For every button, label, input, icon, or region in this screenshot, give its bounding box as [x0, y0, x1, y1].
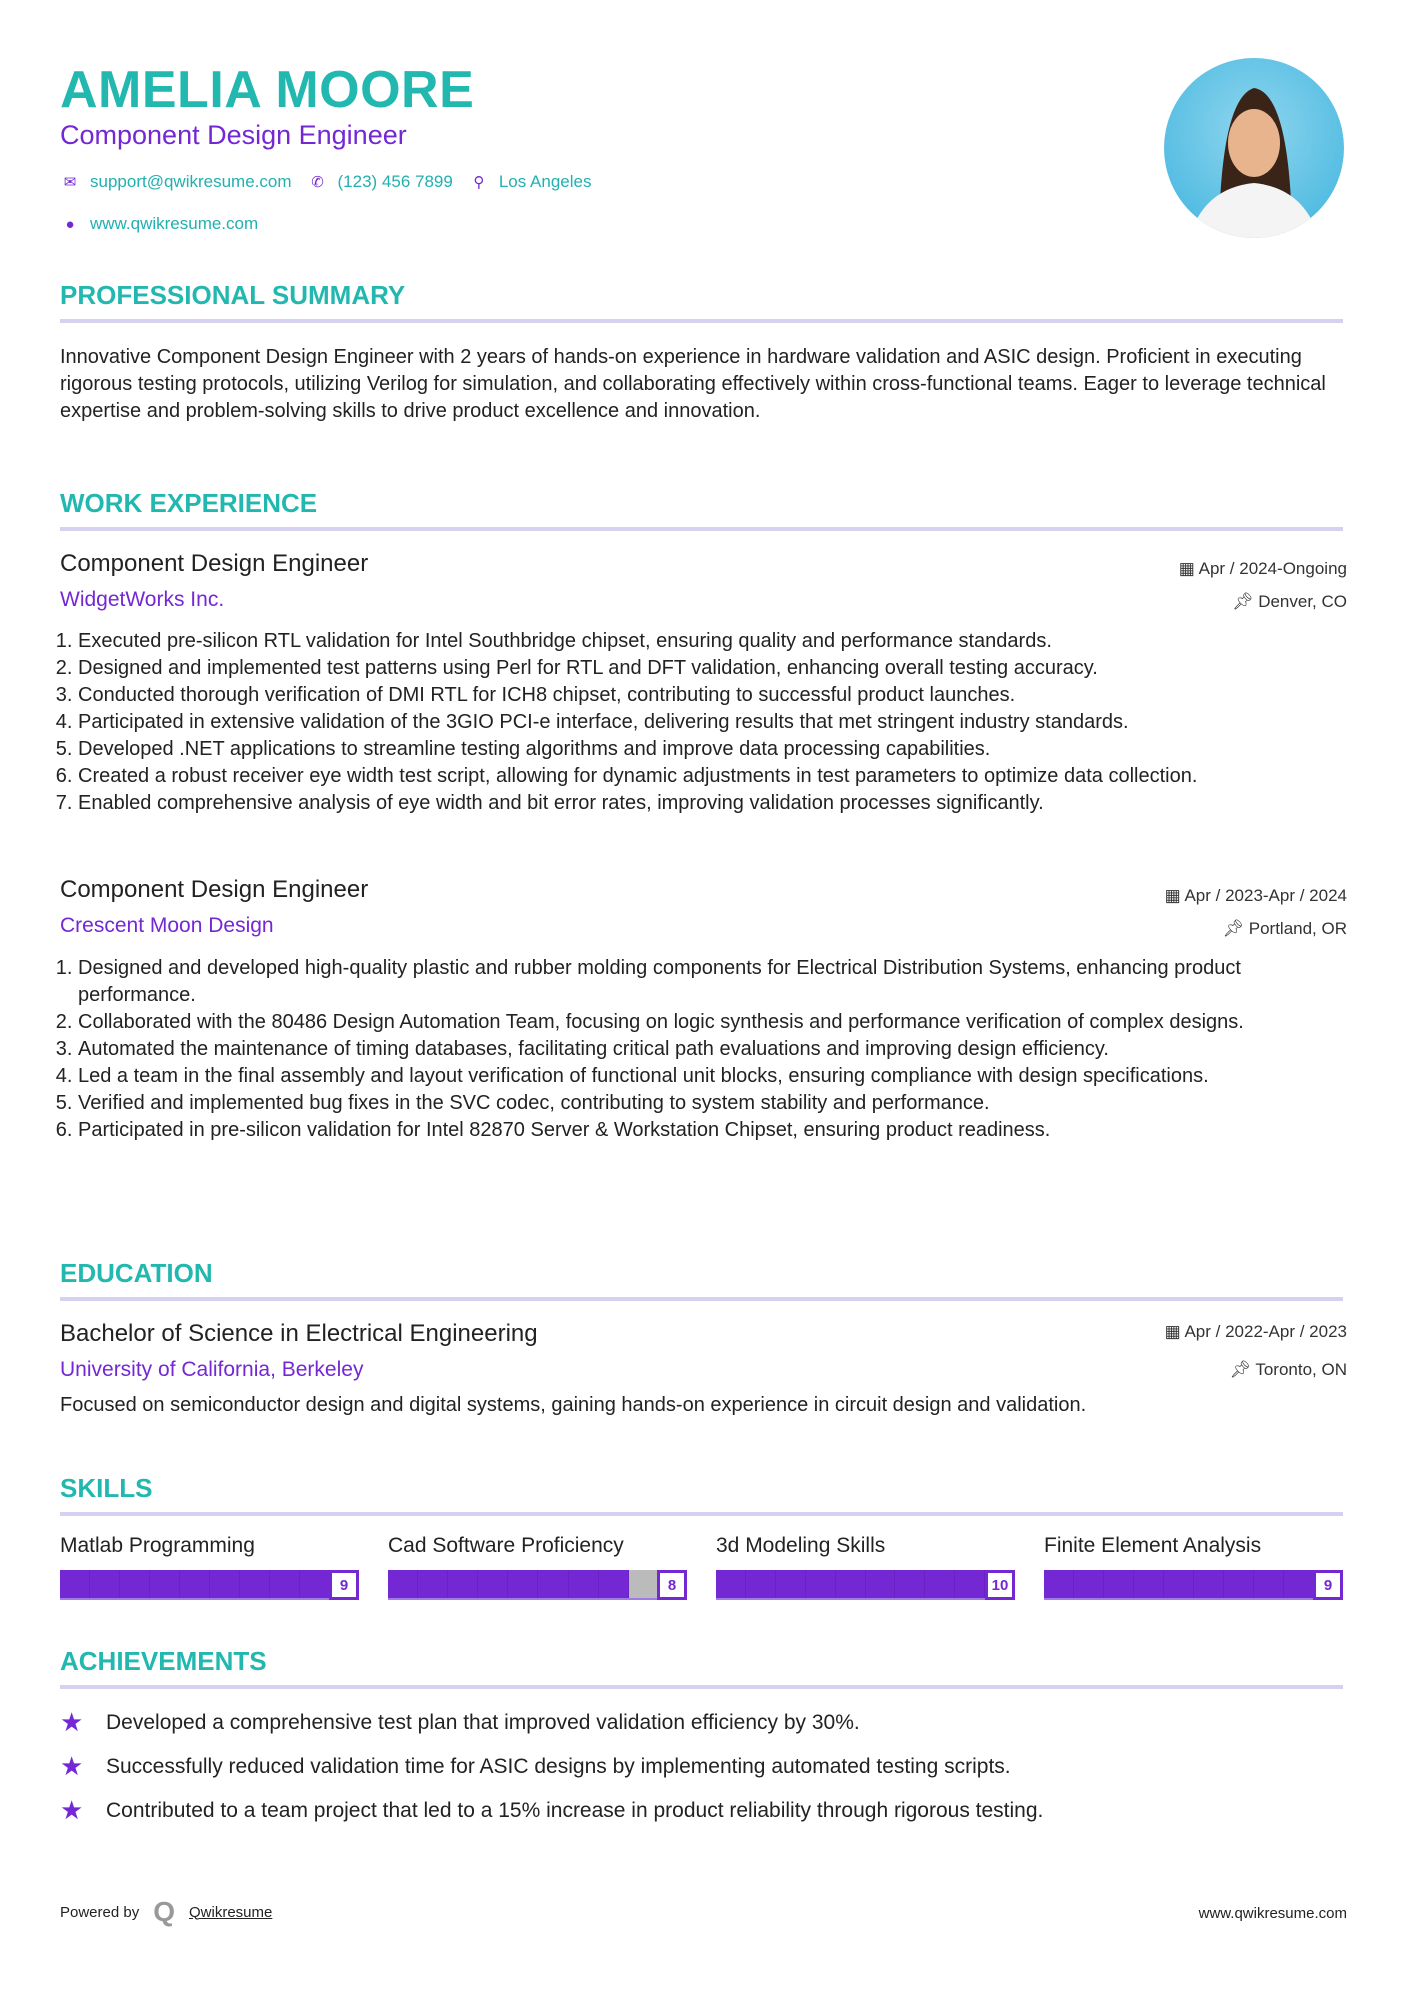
- skill-segment: [150, 1570, 180, 1598]
- pin-icon: 📌︎: [1222, 919, 1249, 938]
- skill-segment: [1104, 1570, 1134, 1598]
- skill-segment: [418, 1570, 448, 1598]
- website-link[interactable]: www.qwikresume.com: [90, 214, 259, 233]
- job-location: [1232, 592, 1347, 612]
- skill-segment: [1254, 1570, 1284, 1598]
- list-item: 1. Executed pre-silicon RTL validation for Intel Southbridge chipset, ensuring quality and performance standards.: [78, 628, 1350, 655]
- skill-segment: [1284, 1570, 1314, 1598]
- education-dates: [1165, 1322, 1347, 1342]
- skill-segment: [90, 1570, 120, 1598]
- section-heading-experience: WORK EXPERIENCE: [60, 488, 1343, 531]
- degree-title: Bachelor of Science in Electrical Engineering: [60, 1320, 538, 1347]
- footer-powered: [60, 1896, 272, 1928]
- skill-item: [388, 1534, 687, 1600]
- location-text: Toronto, ON: [1255, 1360, 1347, 1379]
- location-text: Denver, CO: [1258, 592, 1347, 611]
- skill-segment: [955, 1570, 985, 1598]
- calendar-icon: ▦: [1164, 886, 1185, 905]
- summary-text: Innovative Component Design Engineer with 2 years of hands-on experience in hardware validation and ASIC design. Proficient in executing rigorous testing protocols, utilizing Verilog for simulation, and collaborating effectively within cross-functional teams. Eager to leverage technical expertise and problem-solving skills to drive product excellence and innovation.: [60, 346, 1326, 422]
- skill-name: 3d Modeling Skills: [716, 1534, 886, 1557]
- education-location: [1229, 1360, 1347, 1380]
- skill-level-bar: [716, 1570, 1015, 1600]
- skill-segment: [895, 1570, 925, 1598]
- achievement-item: [60, 1795, 1043, 1826]
- phone-text: (123) 456 7899: [337, 172, 453, 191]
- skill-segment: [180, 1570, 210, 1598]
- skill-segment: [866, 1570, 896, 1598]
- skill-segment: [388, 1570, 418, 1598]
- skill-item: [1044, 1534, 1343, 1600]
- skill-segment: [1194, 1570, 1224, 1598]
- skill-segment: [270, 1570, 300, 1598]
- skill-segment: [60, 1570, 90, 1598]
- skill-segment: [120, 1570, 150, 1598]
- pin-icon: 📌︎: [1229, 1360, 1256, 1379]
- section-heading-summary: PROFESSIONAL SUMMARY: [60, 280, 1343, 323]
- section-heading-skills: SKILLS: [60, 1473, 1343, 1516]
- skill-segment: [210, 1570, 240, 1598]
- job-dates: [1179, 559, 1347, 579]
- skill-name: Finite Element Analysis: [1044, 1534, 1262, 1557]
- skill-level-bar: [60, 1570, 359, 1600]
- skill-segment: [240, 1570, 270, 1598]
- location-text: Portland, OR: [1248, 919, 1347, 938]
- skill-level-badge: 8: [657, 1570, 687, 1600]
- skill-name: Cad Software Proficiency: [388, 1534, 624, 1557]
- list-item: 7. Enabled comprehensive analysis of eye width and bit error rates, improving validation processes significantly.: [78, 790, 1350, 817]
- skill-item: [716, 1534, 1015, 1600]
- skill-segment: [925, 1570, 955, 1598]
- candidate-name: AMELIA MOORE: [60, 61, 475, 119]
- skill-name: Matlab Programming: [60, 1534, 255, 1557]
- list-item: 1. Designed and developed high-quality plastic and rubber molding components for Electrical Distribution Systems, enhancing product performance.: [78, 955, 1350, 1009]
- star-icon: ★: [60, 1751, 84, 1781]
- job-bullets: [60, 628, 1350, 817]
- skills-list: [60, 1534, 1343, 1600]
- skill-segment: [806, 1570, 836, 1598]
- globe-icon: ●: [65, 215, 75, 233]
- skill-segment: [599, 1570, 629, 1598]
- list-item: 6. Participated in pre-silicon validation for Intel 82870 Server & Workstation Chipset, ensuring product readiness.: [78, 1117, 1350, 1144]
- pin-icon: 📌︎: [1231, 592, 1259, 611]
- candidate-title: Component Design Engineer: [60, 120, 407, 150]
- list-item: 3. Conducted thorough verification of DMI RTL for ICH8 chipset, contributing to successful product launches.: [78, 682, 1350, 709]
- website-row: [60, 214, 258, 234]
- skill-item: [60, 1534, 359, 1600]
- dates-text: Apr / 2022-Apr / 2023: [1184, 1322, 1347, 1341]
- list-item: 2. Collaborated with the 80486 Design Automation Team, focusing on logic synthesis and performance verification of complex designs.: [78, 1009, 1350, 1036]
- calendar-icon: ▦: [1178, 559, 1199, 578]
- company-name: Crescent Moon Design: [60, 914, 274, 937]
- achievement-text: Contributed to a team project that led to a 15% increase in product reliability through rigorous testing.: [106, 1798, 1044, 1822]
- achievement-item: [60, 1707, 860, 1738]
- skill-segment: [1164, 1570, 1194, 1598]
- powered-by-label: Powered by: [60, 1903, 140, 1921]
- footer-website[interactable]: www.qwikresume.com: [1198, 1905, 1347, 1922]
- skill-segment: [1044, 1570, 1074, 1598]
- skill-level-bar: [1044, 1570, 1343, 1600]
- company-name: WidgetWorks Inc.: [60, 588, 225, 611]
- dates-text: Apr / 2024-Ongoing: [1198, 559, 1347, 578]
- job-title: Component Design Engineer: [60, 876, 369, 903]
- email-link[interactable]: support@qwikresume.com: [90, 172, 292, 191]
- job-location: [1222, 919, 1347, 939]
- brand-link[interactable]: Qwikresume: [189, 1903, 273, 1921]
- skill-segment: [1224, 1570, 1254, 1598]
- school-name: University of California, Berkeley: [60, 1358, 364, 1381]
- skill-segment: [776, 1570, 806, 1598]
- star-icon: ★: [60, 1795, 84, 1825]
- map-pin-icon: ⚲: [473, 174, 485, 191]
- job-title: Component Design Engineer: [60, 550, 369, 577]
- skill-segment: [1074, 1570, 1104, 1598]
- skill-segment: [1134, 1570, 1164, 1598]
- skill-segment: [508, 1570, 538, 1598]
- star-icon: ★: [60, 1707, 84, 1737]
- skill-segment: [836, 1570, 866, 1598]
- skill-segment: [569, 1570, 599, 1598]
- location-text: Los Angeles: [498, 172, 592, 191]
- section-heading-education: EDUCATION: [60, 1258, 1343, 1301]
- envelope-icon: ✉: [63, 174, 77, 191]
- contact-row: [60, 172, 591, 192]
- job-bullets: [60, 955, 1350, 1144]
- skill-level-badge: 10: [985, 1570, 1015, 1600]
- achievement-text: Developed a comprehensive test plan that improved validation efficiency by 30%.: [106, 1710, 860, 1734]
- achievement-item: [60, 1751, 1011, 1782]
- list-item: 5. Developed .NET applications to streamline testing algorithms and improve data processing capabilities.: [78, 736, 1350, 763]
- skill-level-bar: [388, 1570, 687, 1600]
- phone-icon: ✆: [311, 174, 324, 191]
- calendar-icon: ▦: [1164, 1322, 1185, 1341]
- skill-segment: [716, 1570, 746, 1598]
- list-item: 6. Created a robust receiver eye width test script, allowing for dynamic adjustments in test parameters to optimize data collection.: [78, 763, 1350, 790]
- skill-segment: [478, 1570, 508, 1598]
- skill-segment: [448, 1570, 478, 1598]
- skill-level-badge: 9: [1313, 1570, 1343, 1600]
- profile-photo: [1164, 58, 1344, 238]
- dates-text: Apr / 2023-Apr / 2024: [1184, 886, 1347, 905]
- qwikresume-logo-icon: Q: [153, 1896, 175, 1927]
- list-item: 4. Led a team in the final assembly and layout verification of functional unit blocks, ensuring compliance with design specifications.: [78, 1063, 1350, 1090]
- list-item: 5. Verified and implemented bug fixes in the SVC codec, contributing to system stability and performance.: [78, 1090, 1350, 1117]
- skill-segment: [746, 1570, 776, 1598]
- skill-segment: [629, 1570, 658, 1598]
- skill-segment: [300, 1570, 330, 1598]
- achievement-text: Successfully reduced validation time for ASIC designs by implementing automated testing scripts.: [106, 1754, 1011, 1778]
- skill-level-badge: 9: [329, 1570, 359, 1600]
- job-dates: [1165, 886, 1347, 906]
- list-item: 4. Participated in extensive validation of the 3GIO PCI-e interface, delivering results that met stringent industry standards.: [78, 709, 1350, 736]
- section-heading-achievements: ACHIEVEMENTS: [60, 1646, 1343, 1689]
- list-item: 2. Designed and implemented test patterns using Perl for RTL and DFT validation, enhancing overall testing accuracy.: [78, 655, 1350, 682]
- list-item: 3. Automated the maintenance of timing databases, facilitating critical path evaluations and improving design efficiency.: [78, 1036, 1350, 1063]
- skill-segment: [538, 1570, 568, 1598]
- education-description: Focused on semiconductor design and digital systems, gaining hands-on experience in circuit design and validation.: [60, 1394, 1087, 1416]
